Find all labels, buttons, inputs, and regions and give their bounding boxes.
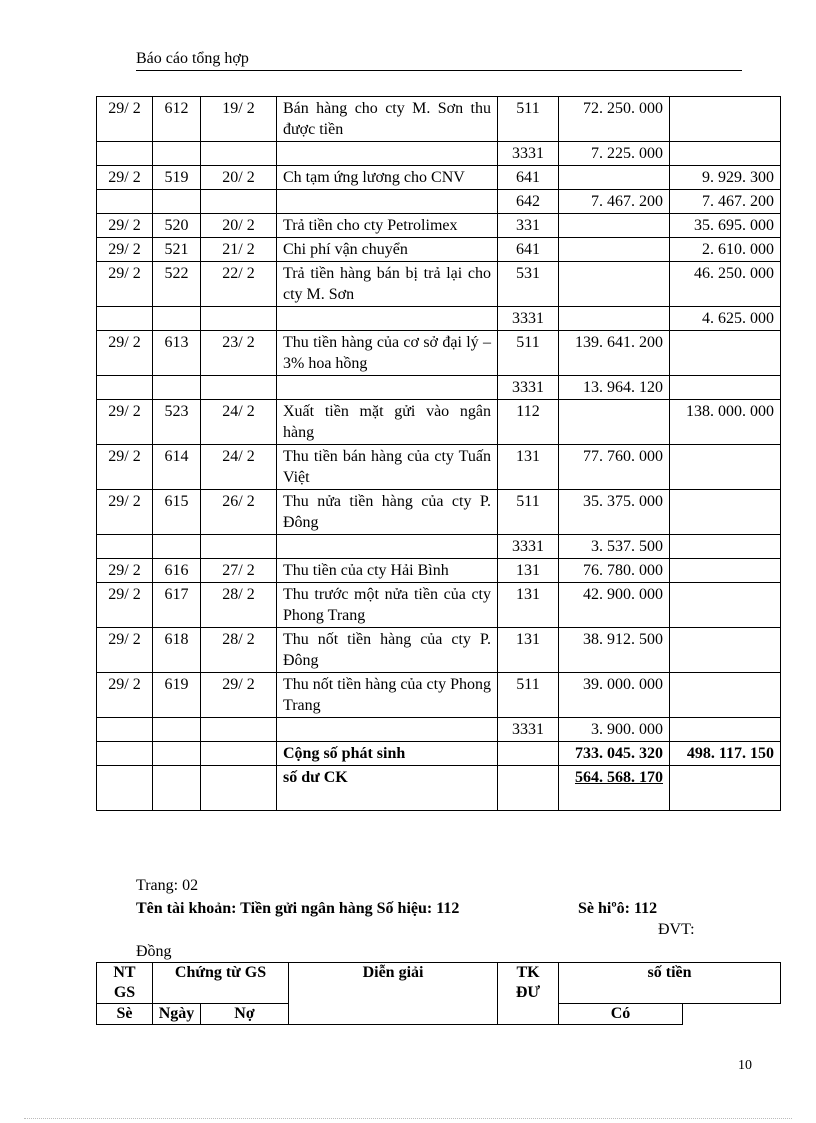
cell-voucher-date <box>201 718 277 742</box>
cell-debit: 3. 900. 000 <box>559 718 670 742</box>
header-nt-line2: GS <box>113 984 136 1001</box>
cell-voucher-no: 612 <box>153 97 201 142</box>
cell-credit <box>670 490 781 535</box>
cell-debit: 3. 537. 500 <box>559 535 670 559</box>
cell-account: 642 <box>498 190 559 214</box>
cell-date: 29/ 2 <box>97 583 153 628</box>
cell-description: Thu tiền bán hàng của cty Tuấn Việt <box>277 445 498 490</box>
table-row <box>97 628 781 673</box>
cell-empty <box>201 742 277 766</box>
cell-description <box>277 142 498 166</box>
cell-date: 29/ 2 <box>97 97 153 142</box>
cell-debit <box>559 307 670 331</box>
cell-account: 531 <box>498 262 559 307</box>
table-row <box>97 400 781 445</box>
cell-voucher-no: 617 <box>153 583 201 628</box>
cell-date <box>97 142 153 166</box>
cell-date: 29/ 2 <box>97 214 153 238</box>
footer-dotted-rule <box>24 1118 792 1119</box>
cell-credit: 4. 625. 000 <box>670 307 781 331</box>
table-row <box>97 142 781 166</box>
cell-voucher-no: 616 <box>153 559 201 583</box>
page-label: Trang: 02 <box>136 877 199 894</box>
cell-voucher-date: 22/ 2 <box>201 262 277 307</box>
cell-debit <box>559 214 670 238</box>
cell-empty <box>498 766 559 811</box>
cell-description <box>277 718 498 742</box>
cell-description <box>277 535 498 559</box>
cell-voucher-no <box>153 190 201 214</box>
cell-debit: 38. 912. 500 <box>559 628 670 673</box>
cell-credit <box>670 583 781 628</box>
table-row <box>97 376 781 400</box>
cell-debit <box>559 262 670 307</box>
header-so: Sè <box>97 1004 153 1025</box>
cell-date <box>97 307 153 331</box>
cell-description: Trả tiền hàng bán bị trả lại cho cty M. Sơn <box>277 262 498 307</box>
cell-credit <box>670 331 781 376</box>
cell-date <box>97 718 153 742</box>
cell-date: 29/ 2 <box>97 238 153 262</box>
cell-credit <box>670 628 781 673</box>
cell-empty <box>201 766 277 811</box>
cell-debit: 76. 780. 000 <box>559 559 670 583</box>
cell-voucher-date: 20/ 2 <box>201 214 277 238</box>
cell-voucher-no: 521 <box>153 238 201 262</box>
cell-voucher-no: 522 <box>153 262 201 307</box>
cell-credit <box>670 673 781 718</box>
header-nt-line1: NT <box>113 964 136 981</box>
cell-debit: 77. 760. 000 <box>559 445 670 490</box>
cell-voucher-no: 520 <box>153 214 201 238</box>
cell-date: 29/ 2 <box>97 628 153 673</box>
table-row <box>97 97 781 142</box>
cell-description <box>277 190 498 214</box>
cell-date <box>97 376 153 400</box>
cell-debit: 35. 375. 000 <box>559 490 670 535</box>
cell-debit <box>559 166 670 190</box>
cell-credit <box>670 535 781 559</box>
header-tk-line1: TK <box>516 964 540 981</box>
header-co: Có <box>559 1004 683 1025</box>
cell-description: Bán hàng cho cty M. Sơn thu được tiền <box>277 97 498 142</box>
cell-voucher-no: 523 <box>153 400 201 445</box>
cell-account: 3331 <box>498 376 559 400</box>
cell-description: Chi phí vận chuyển <box>277 238 498 262</box>
table-row <box>97 307 781 331</box>
account-name: Tên tài khoản: Tiền gửi ngân hàng Số hiệu: 112 <box>136 900 460 917</box>
header-nt <box>97 963 153 1004</box>
cell-debit <box>559 238 670 262</box>
table-row <box>97 718 781 742</box>
cell-empty <box>97 742 153 766</box>
totals-label: Cộng số phát sinh <box>277 742 498 766</box>
cell-voucher-no: 618 <box>153 628 201 673</box>
cell-voucher-no: 619 <box>153 673 201 718</box>
cell-debit: 7. 225. 000 <box>559 142 670 166</box>
ending-balance-row <box>97 766 781 811</box>
header-divider <box>136 70 742 71</box>
cell-voucher-date: 28/ 2 <box>201 628 277 673</box>
cell-credit: 2. 610. 000 <box>670 238 781 262</box>
cell-account: 331 <box>498 214 559 238</box>
cell-date <box>97 535 153 559</box>
cell-description: Ch tạm ứng lương cho CNV <box>277 166 498 190</box>
cell-date: 29/ 2 <box>97 490 153 535</box>
cell-account: 131 <box>498 628 559 673</box>
cell-debit: 139. 641. 200 <box>559 331 670 376</box>
cell-debit <box>559 400 670 445</box>
cell-credit: 46. 250. 000 <box>670 262 781 307</box>
totals-row <box>97 742 781 766</box>
cell-credit <box>670 142 781 166</box>
cell-debit: 72. 250. 000 <box>559 97 670 142</box>
cell-voucher-date <box>201 190 277 214</box>
cell-voucher-date: 26/ 2 <box>201 490 277 535</box>
header-tk <box>498 963 559 1025</box>
table-row <box>97 535 781 559</box>
cell-credit <box>670 718 781 742</box>
table-row <box>97 262 781 307</box>
table-row <box>97 214 781 238</box>
cell-voucher-date: 28/ 2 <box>201 583 277 628</box>
report-title: Báo cáo tổng hợp <box>136 50 249 67</box>
header-diengiai: Diễn giải <box>289 963 498 1025</box>
cell-voucher-no <box>153 307 201 331</box>
cell-account: 131 <box>498 583 559 628</box>
cell-voucher-date: 27/ 2 <box>201 559 277 583</box>
cell-voucher-no <box>153 535 201 559</box>
cell-description: Thu nốt tiền hàng của cty P. Đông <box>277 628 498 673</box>
table-row <box>97 490 781 535</box>
cell-voucher-no: 614 <box>153 445 201 490</box>
header-ngay: Ngày <box>153 1004 201 1025</box>
table-row <box>97 559 781 583</box>
section2-header-table <box>96 962 781 1025</box>
cell-voucher-date <box>201 307 277 331</box>
cell-voucher-no <box>153 376 201 400</box>
cell-voucher-date <box>201 376 277 400</box>
cell-voucher-date: 23/ 2 <box>201 331 277 376</box>
cell-empty <box>670 766 781 811</box>
cell-empty <box>97 766 153 811</box>
cell-account: 641 <box>498 166 559 190</box>
cell-voucher-date: 21/ 2 <box>201 238 277 262</box>
cell-credit <box>670 97 781 142</box>
cell-account: 3331 <box>498 307 559 331</box>
cell-credit: 35. 695. 000 <box>670 214 781 238</box>
table-row <box>97 166 781 190</box>
cell-voucher-date: 24/ 2 <box>201 445 277 490</box>
cell-date: 29/ 2 <box>97 445 153 490</box>
cell-date: 29/ 2 <box>97 559 153 583</box>
cell-voucher-date: 19/ 2 <box>201 97 277 142</box>
cell-account: 511 <box>498 490 559 535</box>
totals-credit: 498. 117. 150 <box>670 742 781 766</box>
header-tk-line2: ĐƯ <box>515 984 541 1001</box>
cell-description: Thu nốt tiền hàng của cty Phong Trang <box>277 673 498 718</box>
cell-credit <box>670 376 781 400</box>
cell-debit: 7. 467. 200 <box>559 190 670 214</box>
cell-voucher-date: 29/ 2 <box>201 673 277 718</box>
ending-debit: 564. 568. 170 <box>559 766 670 811</box>
cell-date: 29/ 2 <box>97 166 153 190</box>
header-sotien: số tiền <box>559 963 781 1004</box>
cell-voucher-date: 24/ 2 <box>201 400 277 445</box>
header-no: Nợ <box>201 1004 289 1025</box>
cell-date: 29/ 2 <box>97 331 153 376</box>
cell-description: Xuất tiền mặt gửi vào ngân hàng <box>277 400 498 445</box>
cell-debit: 13. 964. 120 <box>559 376 670 400</box>
cell-voucher-no: 519 <box>153 166 201 190</box>
cell-account: 3331 <box>498 718 559 742</box>
cell-account: 131 <box>498 445 559 490</box>
cell-credit <box>670 445 781 490</box>
cell-account: 3331 <box>498 535 559 559</box>
cell-description: Trả tiền cho cty Petrolimex <box>277 214 498 238</box>
cell-account: 511 <box>498 673 559 718</box>
cell-description <box>277 376 498 400</box>
ledger-table <box>96 96 781 811</box>
cell-date: 29/ 2 <box>97 262 153 307</box>
cell-description: Thu tiền hàng của cơ sở đại lý – 3% hoa hồng <box>277 331 498 376</box>
cell-description <box>277 307 498 331</box>
cell-empty <box>498 742 559 766</box>
cell-voucher-date <box>201 142 277 166</box>
cell-account: 131 <box>498 559 559 583</box>
cell-date: 29/ 2 <box>97 400 153 445</box>
cell-credit: 138. 000. 000 <box>670 400 781 445</box>
cell-credit <box>670 559 781 583</box>
header-chungtu: Chứng từ GS <box>153 963 289 1004</box>
totals-debit: 733. 045. 320 <box>559 742 670 766</box>
cell-account: 3331 <box>498 142 559 166</box>
cell-date: 29/ 2 <box>97 673 153 718</box>
unit-label: ĐVT: <box>658 921 695 938</box>
ending-label: số dư CK <box>277 766 498 811</box>
cell-voucher-date <box>201 535 277 559</box>
cell-empty <box>153 742 201 766</box>
cell-voucher-no: 613 <box>153 331 201 376</box>
cell-account: 511 <box>498 331 559 376</box>
cell-credit: 9. 929. 300 <box>670 166 781 190</box>
cell-credit: 7. 467. 200 <box>670 190 781 214</box>
cell-date <box>97 190 153 214</box>
page-number: 10 <box>738 1058 752 1073</box>
cell-voucher-no: 615 <box>153 490 201 535</box>
table-row <box>97 238 781 262</box>
cell-voucher-no <box>153 142 201 166</box>
cell-debit: 39. 000. 000 <box>559 673 670 718</box>
cell-empty <box>153 766 201 811</box>
table-row <box>97 583 781 628</box>
cell-account: 511 <box>498 97 559 142</box>
ledger-body <box>97 97 781 742</box>
cell-debit: 42. 900. 000 <box>559 583 670 628</box>
table-row <box>97 673 781 718</box>
cell-description: Thu trước một nửa tiền của cty Phong Trang <box>277 583 498 628</box>
table-row <box>97 331 781 376</box>
table-row <box>97 190 781 214</box>
account-number: Sè hiºô: 112 <box>578 900 658 917</box>
currency-unit: Đồng <box>136 943 172 960</box>
table-row <box>97 445 781 490</box>
cell-account: 112 <box>498 400 559 445</box>
cell-voucher-no <box>153 718 201 742</box>
cell-description: Thu nửa tiền hàng của cty P. Đông <box>277 490 498 535</box>
cell-voucher-date: 20/ 2 <box>201 166 277 190</box>
cell-account: 641 <box>498 238 559 262</box>
cell-description: Thu tiền của cty Hải Bình <box>277 559 498 583</box>
